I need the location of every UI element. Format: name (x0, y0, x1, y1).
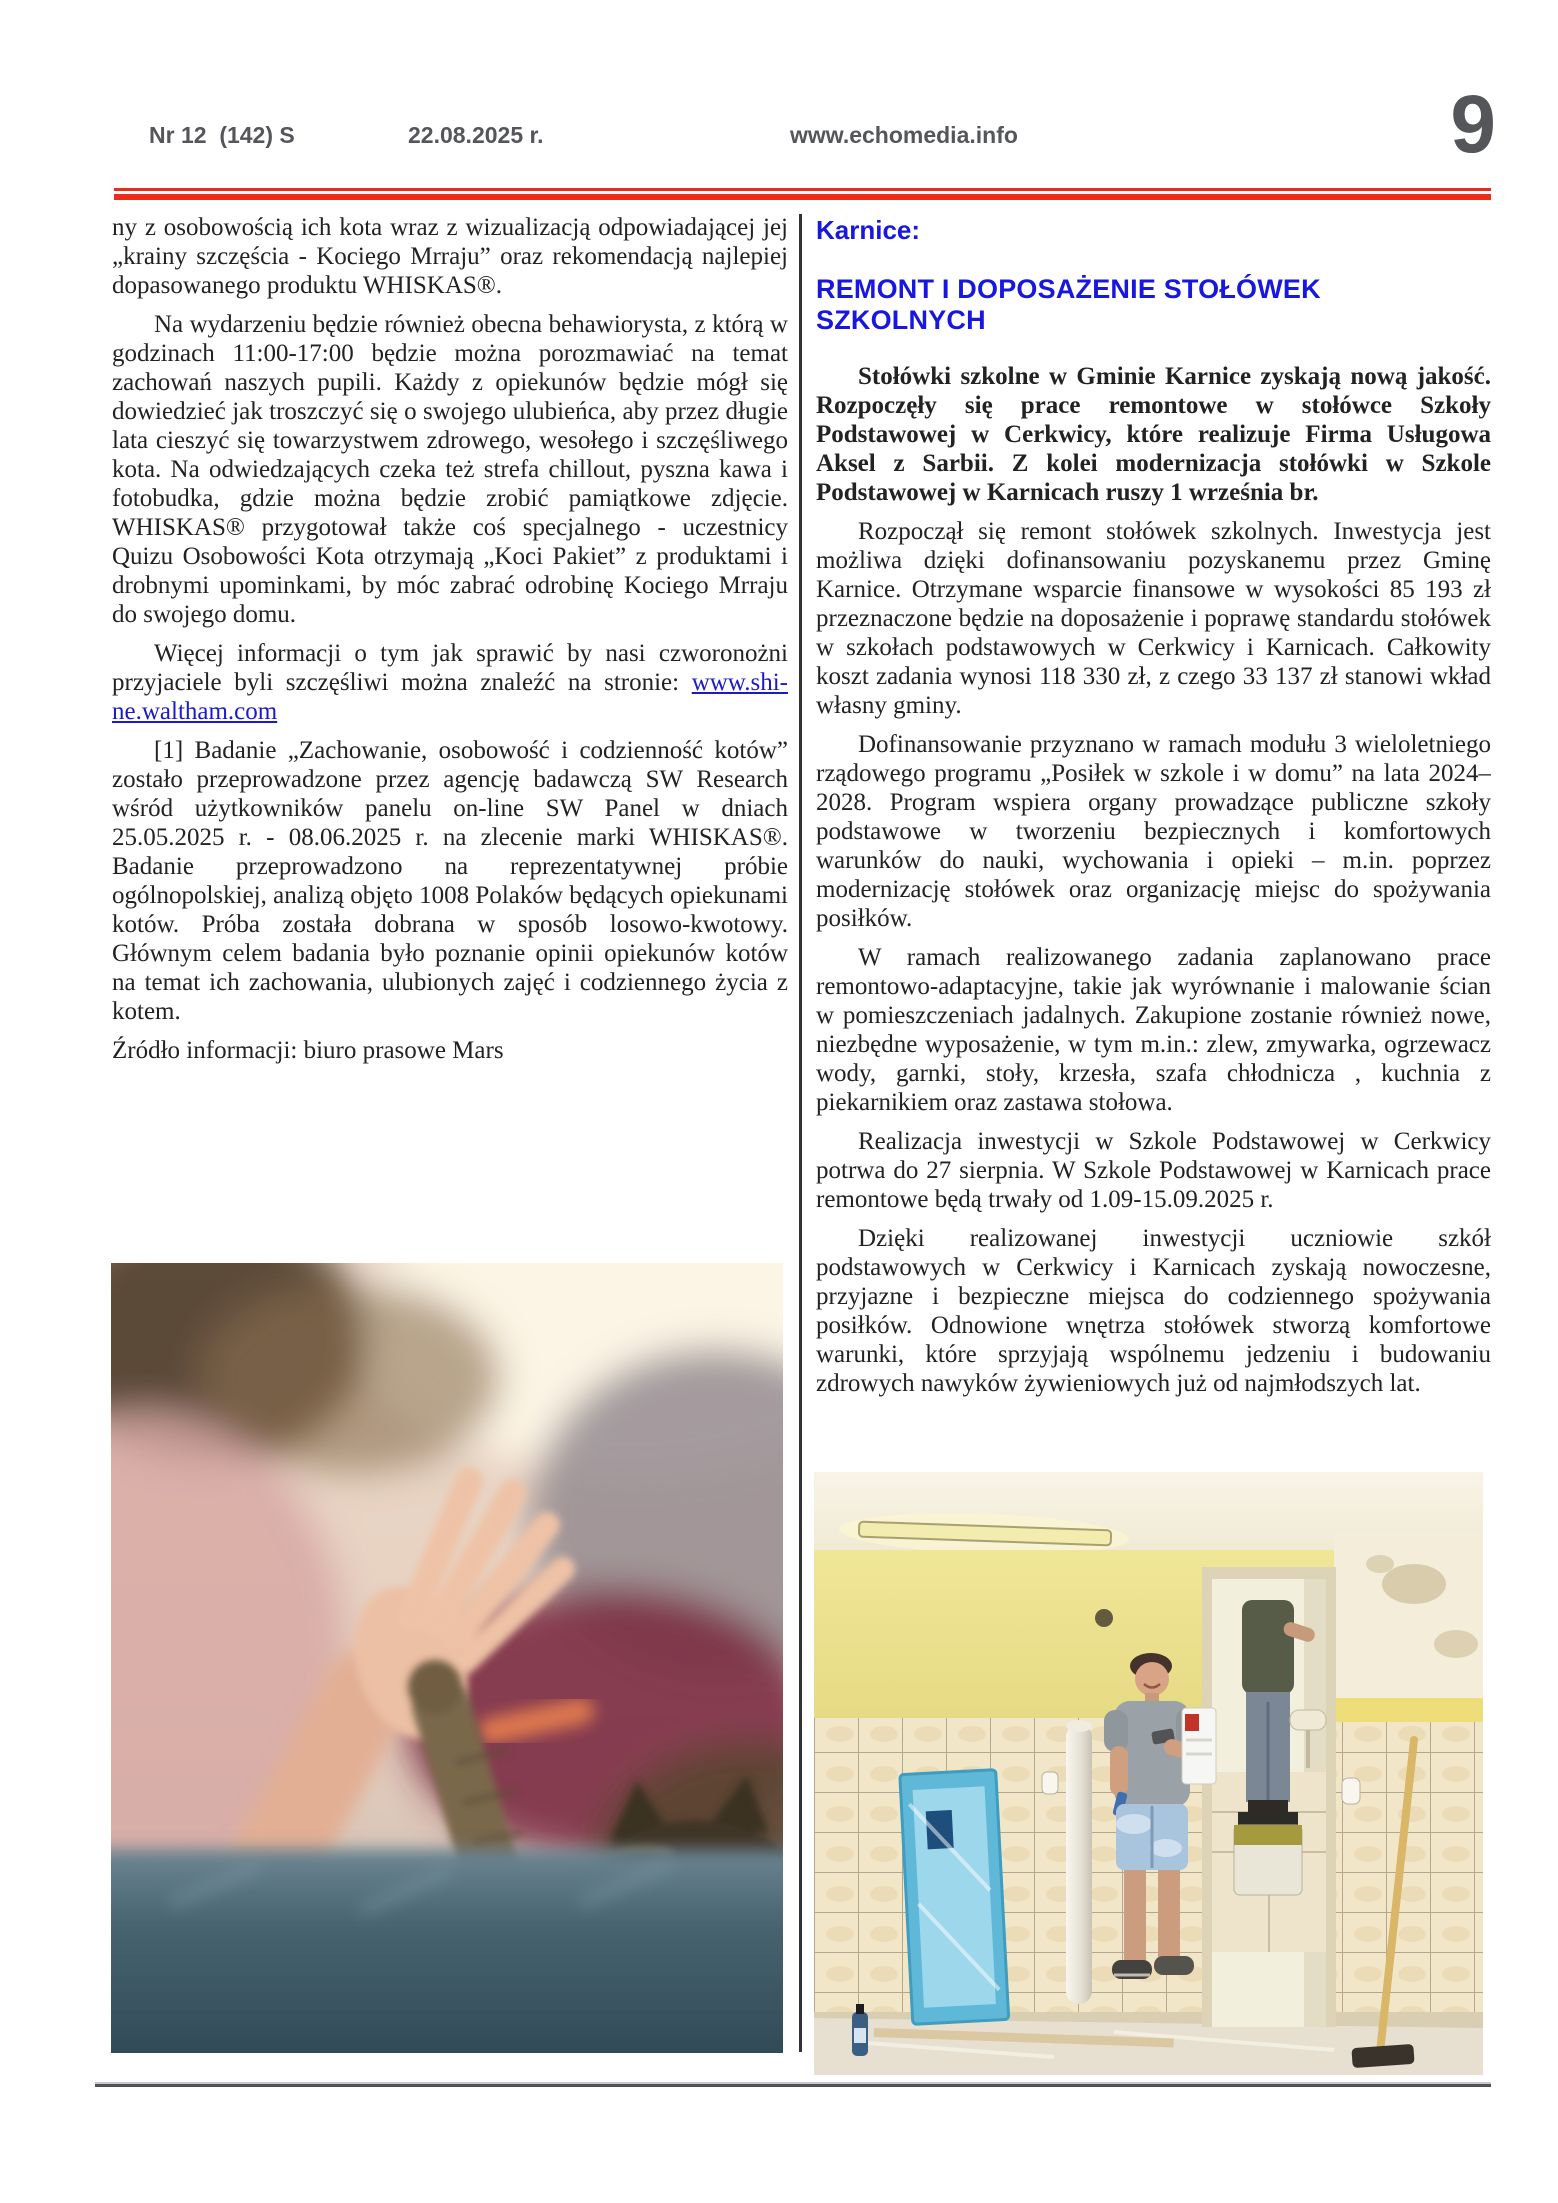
article-paragraph: Rozpoczął się remont stołówek szkolnych. Inwestycja jest możliwa dzięki dofinansowaniu pozyskanemu przez Gminę Karnice. Otrzymane wsparcie finansowe w wysokości 85 193 zł przeznaczone będzie na doposażenie i poprawę standardu stołówek w szkołach podstawowych w Cerkwicy i Karnicach. Całkowity koszt zadania wynosi 118 330 zł, z czego 33 137 zł stanowi wkład własny gminy. (816, 518, 1491, 719)
issue-date: 22.08.2025 r. (408, 122, 544, 148)
red-rule-top (114, 188, 1491, 191)
article-paragraph: Dofinansowanie przyznano w ramach modułu 3 wieloletniego rządowego programu „Posiłek w szkole i w domu” na lata 2024–2028. Program wspiera organy prowadzące publiczne szkoły podstawowe w tworzeniu bezpiecznych i komfortowych warunków do nauki, wychowania i opieki – m.in. poprzez modernizację stołówek oraz organizację miejsc do spożywania posiłków. (816, 731, 1491, 932)
fresh-paint-wall (1334, 1530, 1483, 1716)
painted-stripe (1334, 1698, 1483, 1722)
column-divider (799, 214, 802, 2052)
renovation-illustration (814, 1472, 1483, 2075)
renovation-photo (814, 1472, 1483, 2075)
sofa-edge (111, 1849, 783, 2053)
outlet-right (1342, 1778, 1360, 1804)
article-paragraph: Realizacja inwestycji w Szkole Podstawowej w Cerkwicy potrwa do 27 sierpnia. W Szkole Podstawowej w Karnicach prace remontowe będą trwały od 1.09-15.09.2025 r. (816, 1128, 1491, 1213)
page-number: 9 (1450, 79, 1494, 170)
article-paragraph: W ramach realizowanego zadania zaplanowano prace remontowo-adaptacyjne, takie jak wyrównanie i malowanie ścian w pomieszczeniach jadalnych. Zakupione zostanie również nowe, niezbędne wyposażenie, w tym m.in.: zlew, zmywarka, ogrzewacz wody, garnki, stoły, krzesła, szafa chłodnicza , kuchnia z piekarnikiem oraz zastawa stołowa. (816, 944, 1491, 1116)
wall-vent (1095, 1609, 1113, 1627)
more-info-text: Więcej informacji o tym jak sprawić by nasi czworonożni przyjaciele byli szczęśliwi można znaleźć na stronie: (112, 640, 788, 696)
source-line: Źródło informacji: biuro prasowe Mars (112, 1037, 504, 1064)
article-paragraph: Na wydarzeniu będzie również obecna behawiorysta, z którą w godzinach 11:00-17:00 będzie można porozmawiać na temat zachowań naszych pupili. Każdy z opiekunów będzie mógł się dowiedzieć jak troszczyć się o swojego ulubieńca, aby przez długie lata cieszyć się towarzystwem zdrowego, wesołego i szczęśliwego kota. Na odwiedzających czeka też strefa chillout, pyszna kawa i fotobudka, gdzie można będzie zrobić pamiątkowe zdjęcie. WHISKAS® przygotował także coś specjalnego - uczestnicy Quizu Osobowości Kota otrzymają „Koci Pakiet” z produktami i drobnymi upominkami, by móc zabrać odrobinę Kociego Mrraju do swojego domu. (112, 311, 788, 628)
article-lead: Stołówki szkolne w Gminie Karnice zyskają nową jakość. Rozpoczęły się prace remontowe w stołówce Szkoły Podstawowej w Cerkwicy, które realizuje Firma Usługowa Aksel z Sarbii. Z kolei modernizacja stołówki w Szkole Podstawowej w Karnicach ruszy 1 września br. (816, 363, 1491, 506)
red-rule-bottom (114, 194, 1491, 200)
doorway (1202, 1567, 1336, 2027)
footnote-paragraph: [1] Badanie „Zachowanie, osobowość i codzienność kotów” zostało przeprowadzone przez agencję badawczą SW Research wśród użytkowników panelu on-line SW Panel w dniach 25.05.2025 r. - 08.06.2025 r. na zlecenie marki WHISKAS®. Badanie przeprowadzono na reprezentatywnej próbie ogólnopolskiej, analizą objęto 1008 Polaków będących opiekunami kotów. Próba została dobrana w sposób losowo-kwotowy. Głównym celem badania było poznanie opinii opiekunów kotów na temat ich zachowania, ulubionych zajęć i codziennego życia z kotem. (112, 737, 788, 1025)
article-paragraph: ny z osobowością ich kota wraz z wizualizacją odpowiadającej jej „krainy szczęścia - Kociego Mrraju” oraz rekomendacją najlepiej dopasowanego produktu WHISKAS®. (112, 214, 788, 299)
paint-roller-box (1182, 1708, 1216, 1784)
left-article-column (112, 213, 788, 1198)
article-paragraph: Dzięki realizowanej inwestycji uczniowie szkół podstawowych w Cerkwicy i Karnicach zyskają nowoczesne, przyjazne i bezpieczne miejsca do codziennego spożywania posiłków. Odnowione wnętrza stołówek stworzą komfortowe warunki, które sprzyjają wspólnemu jedzeniu i budowaniu zdrowych nawyków żywieniowych już od najmłodszych lat. (816, 1225, 1491, 1397)
article-paragraph-with-link (112, 639, 788, 726)
article-headline: REMONT I DOPOSAŻENIE STOŁÓWEK SZKOLNYCH (816, 274, 1321, 335)
blue-wrapped-door (900, 1770, 1009, 2025)
right-article-column (816, 213, 1491, 1461)
cat-highfive-photo (111, 1263, 783, 2053)
waltham-link[interactable]: www.shi-ne.waltham.com (112, 669, 788, 725)
foil-roll (1066, 1720, 1092, 2004)
cat-highfive-illustration (111, 1263, 783, 2053)
footer-rule (95, 2084, 1491, 2087)
page-header (0, 0, 1558, 180)
article-kicker: Karnice: (816, 215, 921, 245)
website-url: www.echomedia.info (790, 122, 1018, 148)
outlet-left (1042, 1772, 1058, 1794)
denim-shorts (1116, 1804, 1188, 1870)
issue-number: Nr 12 (142) S (149, 122, 295, 148)
